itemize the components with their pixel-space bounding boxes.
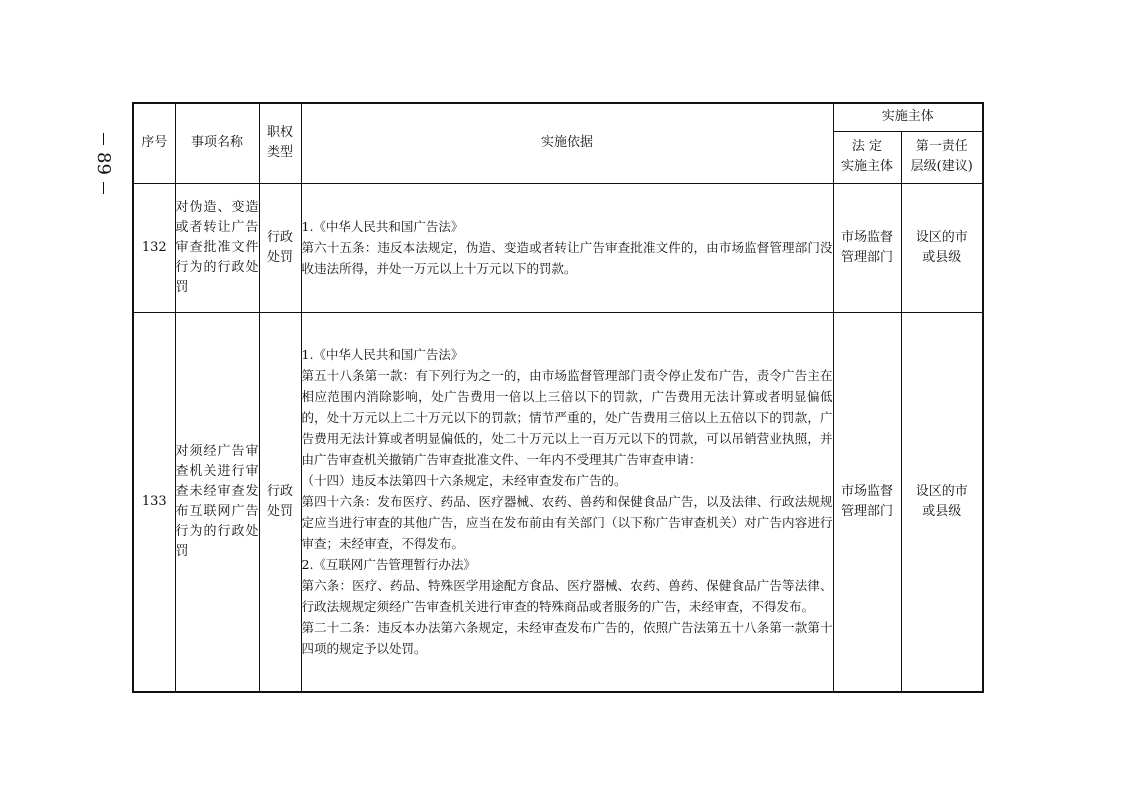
row-level: 设区的市或县级	[901, 183, 983, 312]
row-org: 市场监督管理部门	[833, 183, 901, 312]
page-number	[88, 128, 118, 198]
row-type: 行政处罚	[259, 312, 301, 692]
page-number-text: 89	[92, 151, 114, 175]
header-name: 事项名称	[175, 103, 259, 183]
basis-line: 第二十二条：违反本办法第六条规定，未经审查发布广告的，依照广告法第五十八条第一款第十四项的规定予以处罚。	[301, 620, 833, 657]
row-name: 对伪造、变造或者转让广告审查批准文件行为的行政处罚	[175, 183, 259, 312]
header-type-text: 职权 类型	[266, 125, 293, 161]
row-org: 市场监督管理部门	[833, 312, 901, 692]
row-num: 132	[133, 183, 175, 312]
table-row	[133, 312, 983, 692]
basis-line: （十四）违反本法第四十六条规定，未经审查发布广告的。	[301, 473, 627, 489]
basis-line: 2.《互联网广告管理暂行办法》	[301, 557, 476, 573]
basis-line: 1.《中华人民共和国广告法》	[301, 219, 464, 234]
row-level: 设区的市或县级	[901, 312, 983, 692]
basis-line: 第五十八条第一款：有下列行为之一的，由市场监督管理部门责令停止发布广告，责令广告主在相应范围内消除影响，处广告费用一倍以上三倍以下的罚款，广告费用无法计算或者明显偏低的，处十万元以上二十万元以下的罚款；情节严重的，处广告费用三倍以上五倍以下的罚款，广告费用无法计算或者明显偏低的，处二十万元以上一百万元以下的罚款，可以吊销营业执照，并由广告审查机关撤销广告审查批准文件、一年内不受理其广告审查申请：	[301, 368, 833, 468]
page-number-dash-bottom	[103, 182, 104, 194]
row-basis	[301, 312, 833, 692]
row-name: 对须经广告审查机关进行审查未经审查发布互联网广告行为的行政处罚	[175, 312, 259, 692]
header-first-level	[901, 131, 983, 183]
page-number-dash-top	[103, 133, 104, 145]
row-num: 133	[133, 312, 175, 692]
basis-line: 1.《中华人民共和国广告法》	[301, 347, 464, 363]
header-type	[259, 103, 301, 183]
header-first-level-text: 第一责任 层级(建议)	[910, 139, 973, 174]
basis-line: 第六十五条：违反本法规定，伪造、变造或者转让广告审查批准文件的，由市场监督管理部门没收违法所得，并处一万元以上十万元以下的罚款。	[301, 240, 833, 276]
header-seq: 序号	[133, 103, 175, 183]
header-impl-subject: 实施主体	[833, 103, 983, 131]
header-legal-subject	[833, 131, 901, 183]
header-basis: 实施依据	[301, 103, 833, 183]
table-row	[133, 183, 983, 312]
header-legal-subject-text: 法 定 实施主体	[840, 139, 893, 174]
basis-line: 第六条：医疗、药品、特殊医学用途配方食品、医疗器械、农药、兽药、保健食品广告等法律、行政法规规定须经广告审查机关进行审查的特殊商品或者服务的广告，未经审查，不得发布。	[301, 578, 833, 615]
regulation-table	[132, 102, 984, 693]
row-basis	[301, 183, 833, 312]
row-type: 行政处罚	[259, 183, 301, 312]
basis-line: 第四十六条：发布医疗、药品、医疗器械、农药、兽药和保健食品广告，以及法律、行政法规规定应当进行审查的其他广告，应当在发布前由有关部门（以下称广告审查机关）对广告内容进行审查；未经审查，不得发布。	[301, 494, 833, 552]
